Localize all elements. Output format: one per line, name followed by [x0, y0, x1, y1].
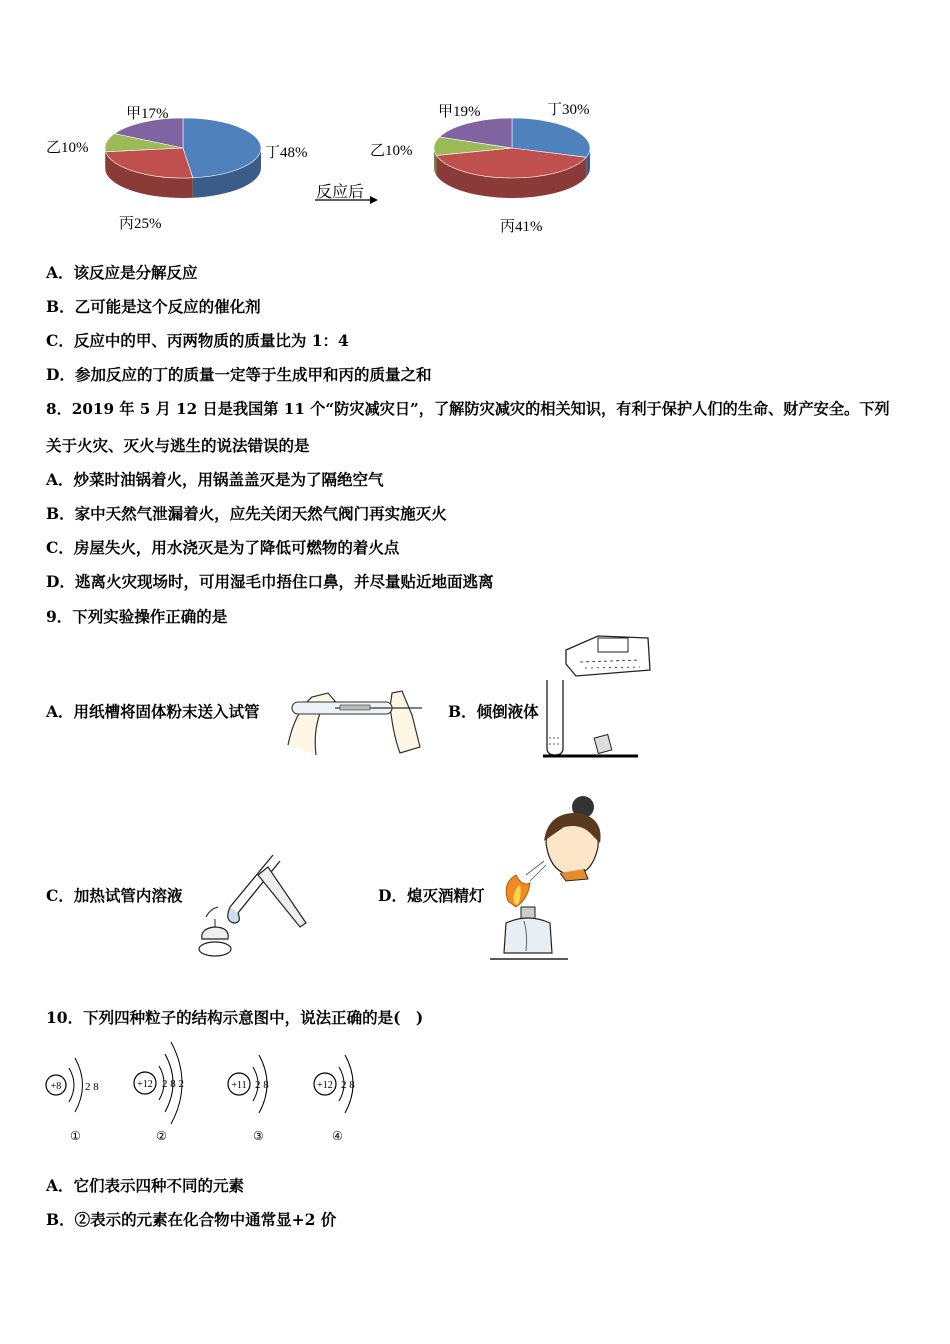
q9-stem: 9．下列实验操作正确的是 — [46, 607, 228, 626]
q8-option-b: B．家中天然气泄漏着火，应先关闭天然气阀门再实施灭火 — [46, 504, 447, 523]
pie2-label-bing: 丙41% — [500, 219, 543, 235]
svg-text:④: ④ — [332, 1129, 343, 1143]
paper-trough-illustration — [280, 685, 430, 760]
svg-text:+12: +12 — [317, 1080, 333, 1091]
svg-text:③: ③ — [253, 1129, 264, 1143]
q10-option-a: A．它们表示四种不同的元素 — [46, 1176, 245, 1195]
svg-text:①: ① — [70, 1129, 81, 1143]
q9-option-d: D．熄灭酒精灯 — [378, 886, 485, 905]
pie1-label-bing: 丙25% — [119, 216, 162, 232]
svg-text:+11: +11 — [231, 1080, 247, 1091]
arrow-head-icon — [370, 196, 378, 204]
pie1-label-yi: 乙10% — [46, 140, 89, 156]
svg-text:2 8: 2 8 — [255, 1079, 269, 1091]
q9-option-a: A．用纸槽将固体粉末送入试管 — [46, 702, 260, 721]
q9-option-b: B．倾倒液体 — [448, 702, 539, 721]
particle-1 — [46, 1058, 99, 1143]
particle-3 — [228, 1055, 269, 1143]
particle-2 — [134, 1042, 184, 1143]
q7-option-c: C．反应中的甲、丙两物质的质量比为 1：4 — [46, 331, 349, 350]
pie2-label-ding: 丁30% — [547, 102, 590, 118]
svg-text:2 8 2: 2 8 2 — [162, 1078, 184, 1090]
particle-diagrams — [40, 1040, 370, 1150]
pie1-label-jia: 甲17% — [126, 106, 169, 122]
q7-option-b: B．乙可能是这个反应的催化剂 — [46, 297, 261, 316]
q8-stem-line2: 关于火灾、灭火与逃生的说法错误的是 — [46, 436, 310, 455]
q10-option-b: B．②表示的元素在化合物中通常显+2 价 — [46, 1210, 337, 1229]
pie2-label-jia: 甲19% — [438, 104, 481, 120]
extinguish-lamp-illustration — [488, 795, 613, 965]
pie1-label-ding: 丁48% — [265, 145, 308, 161]
svg-text:+8: +8 — [50, 1081, 62, 1092]
pie-before — [105, 118, 261, 198]
heating-tube-illustration — [188, 845, 313, 965]
q10-stem: 10．下列四种粒子的结构示意图中，说法正确的是( ) — [46, 1008, 424, 1027]
svg-text:2 8: 2 8 — [85, 1081, 99, 1093]
particle-4 — [314, 1055, 355, 1143]
pie-after — [434, 118, 590, 198]
q8-stem-line1: 8．2019 年 5 月 12 日是我国第 11 个“防灾减灾日”，了解防灾减灾的相关知识，有利于保护人们的生命、财产安全。下列 — [46, 400, 890, 418]
svg-text:+12: +12 — [137, 1079, 153, 1090]
arrow-label: 反应后 — [316, 184, 365, 201]
q7-option-d: D．参加反应的丁的质量一定等于生成甲和丙的质量之和 — [46, 365, 432, 384]
svg-text:2 8: 2 8 — [341, 1079, 355, 1091]
q9-option-c: C．加热试管内溶液 — [46, 886, 183, 905]
q8-option-a: A．炒菜时油锅着火，用锅盖盖灭是为了隔绝空气 — [46, 470, 384, 489]
q7-option-a: A．该反应是分解反应 — [46, 263, 198, 282]
q8-option-c: C．房屋失火，用水浇灭是为了降低可燃物的着火点 — [46, 538, 400, 557]
q8-option-d: D．逃离火灾现场时，可用湿毛巾捂住口鼻，并尽量贴近地面逃离 — [46, 572, 494, 591]
pie2-label-yi: 乙10% — [370, 143, 413, 159]
svg-text:②: ② — [156, 1129, 167, 1143]
pouring-liquid-illustration — [540, 630, 655, 765]
